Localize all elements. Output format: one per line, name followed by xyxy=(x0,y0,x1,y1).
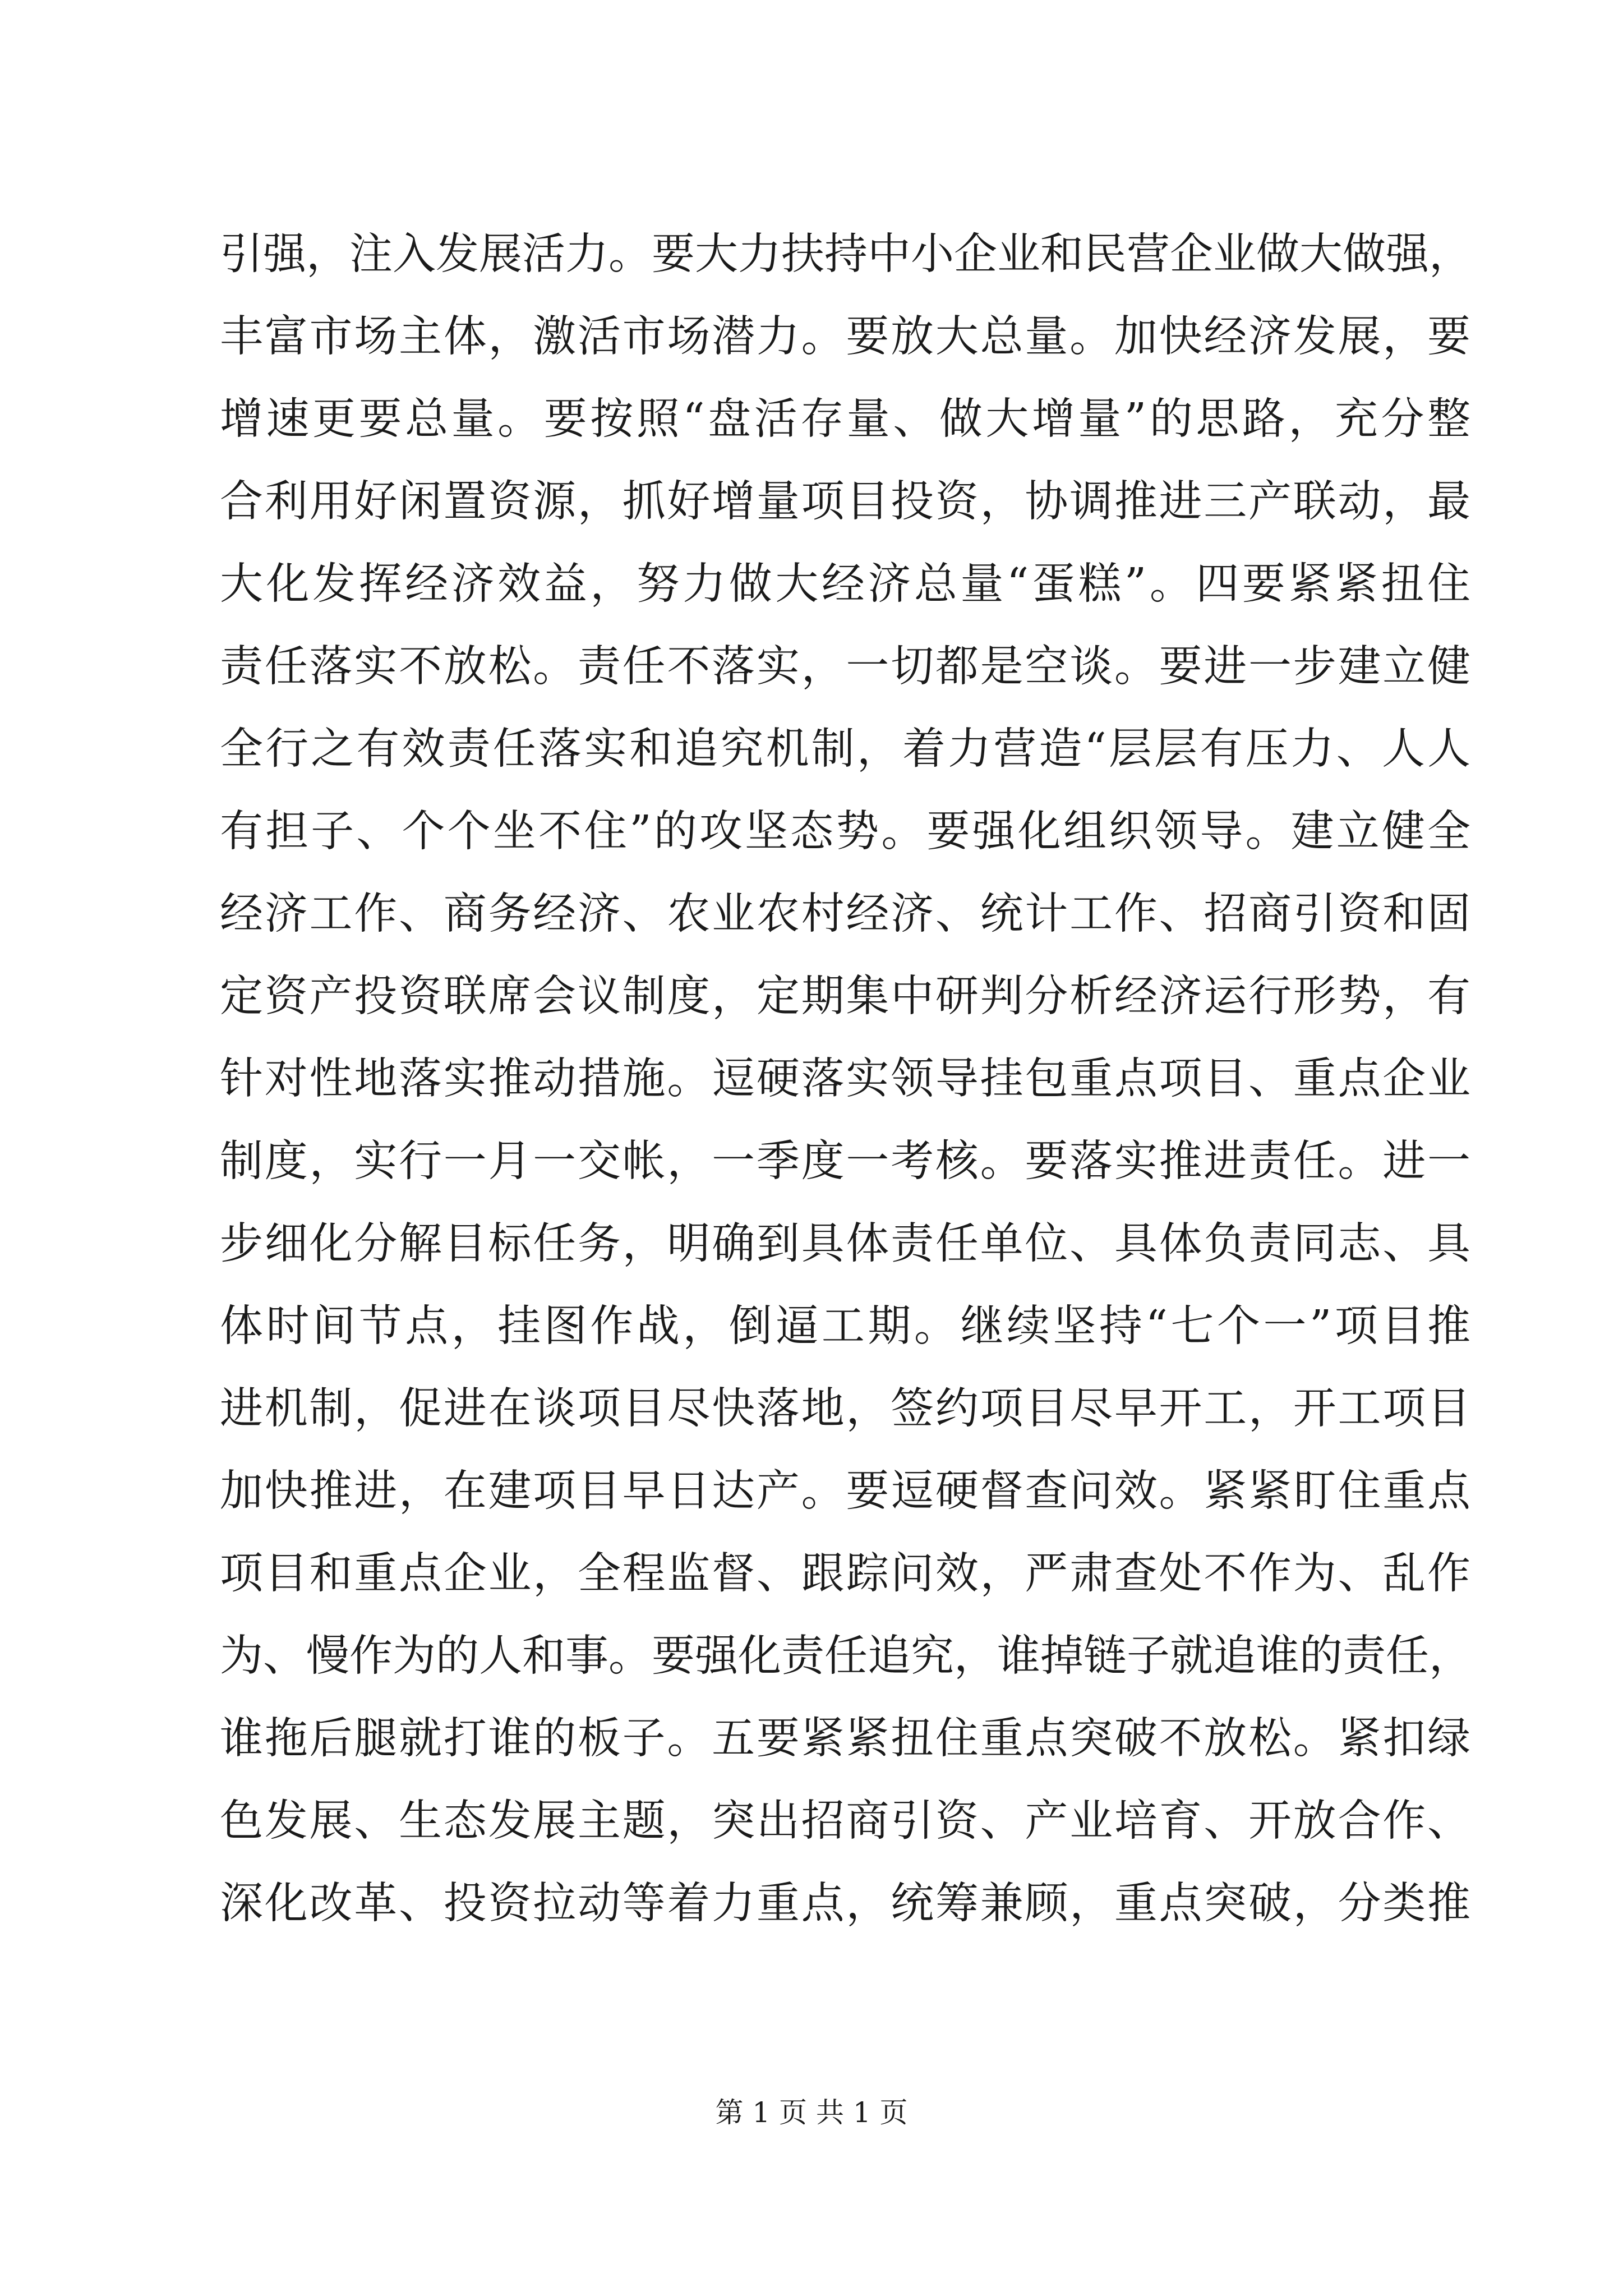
text-line: 增速更要总量。要按照“盘活存量、做大增量”的思路，充分整 xyxy=(220,394,1470,444)
text-line: 体时间节点，挂图作战，倒逼工期。继续坚持“七个一”项目推 xyxy=(220,1301,1470,1351)
text-line: 合利用好闲置资源，抓好增量项目投资，协调推进三产联动，最 xyxy=(220,477,1470,527)
text-line: 经济工作、商务经济、农业农村经济、统计工作、招商引资和固 xyxy=(220,889,1470,939)
text-line: 进机制，促进在谈项目尽快落地，签约项目尽早开工，开工项目 xyxy=(220,1384,1470,1434)
text-line: 引强，注入发展活力。要大力扶持中小企业和民营企业做大做强， xyxy=(220,229,1472,279)
text-line: 大化发挥经济效益，努力做大经济总量“蛋糕”。四要紧紧扭住 xyxy=(220,559,1470,609)
text-line: 丰富市场主体，激活市场潜力。要放大总量。加快经济发展，要 xyxy=(220,312,1470,362)
text-line: 色发展、生态发展主题，突出招商引资、产业培育、开放合作、 xyxy=(220,1796,1470,1846)
text-line: 为、慢作为的人和事。要强化责任追究，谁掉链子就追谁的责任， xyxy=(220,1631,1472,1681)
text-line: 定资产投资联席会议制度，定期集中研判分析经济运行形势，有 xyxy=(220,972,1470,1022)
text-line: 全行之有效责任落实和追究机制，着力营造“层层有压力、人人 xyxy=(220,724,1470,774)
text-line: 责任落实不放松。责任不落实，一切都是空谈。要进一步建立健 xyxy=(220,642,1470,692)
body-text xyxy=(220,213,1470,1945)
text-line: 项目和重点企业，全程监督、跟踪问效，严肃查处不作为、乱作 xyxy=(220,1549,1470,1599)
text-line: 深化改革、投资拉动等着力重点，统筹兼顾，重点突破，分类推 xyxy=(220,1879,1470,1929)
text-line: 步细化分解目标任务，明确到具体责任单位、具体负责同志、具 xyxy=(220,1219,1470,1269)
text-line: 制度，实行一月一交帐，一季度一考核。要落实推进责任。进一 xyxy=(220,1137,1470,1186)
page-number-footer: 第 1 页 共 1 页 xyxy=(715,2096,908,2129)
text-line: 有担子、个个坐不住”的攻坚态势。要强化组织领导。建立健全 xyxy=(220,807,1470,857)
text-line: 谁拖后腿就打谁的板子。五要紧紧扭住重点突破不放松。紧扣绿 xyxy=(220,1714,1470,1764)
text-line: 针对性地落实推动措施。逗硬落实领导挂包重点项目、重点企业 xyxy=(220,1054,1470,1104)
text-line: 加快推进，在建项目早日达产。要逗硬督查问效。紧紧盯住重点 xyxy=(220,1466,1470,1516)
